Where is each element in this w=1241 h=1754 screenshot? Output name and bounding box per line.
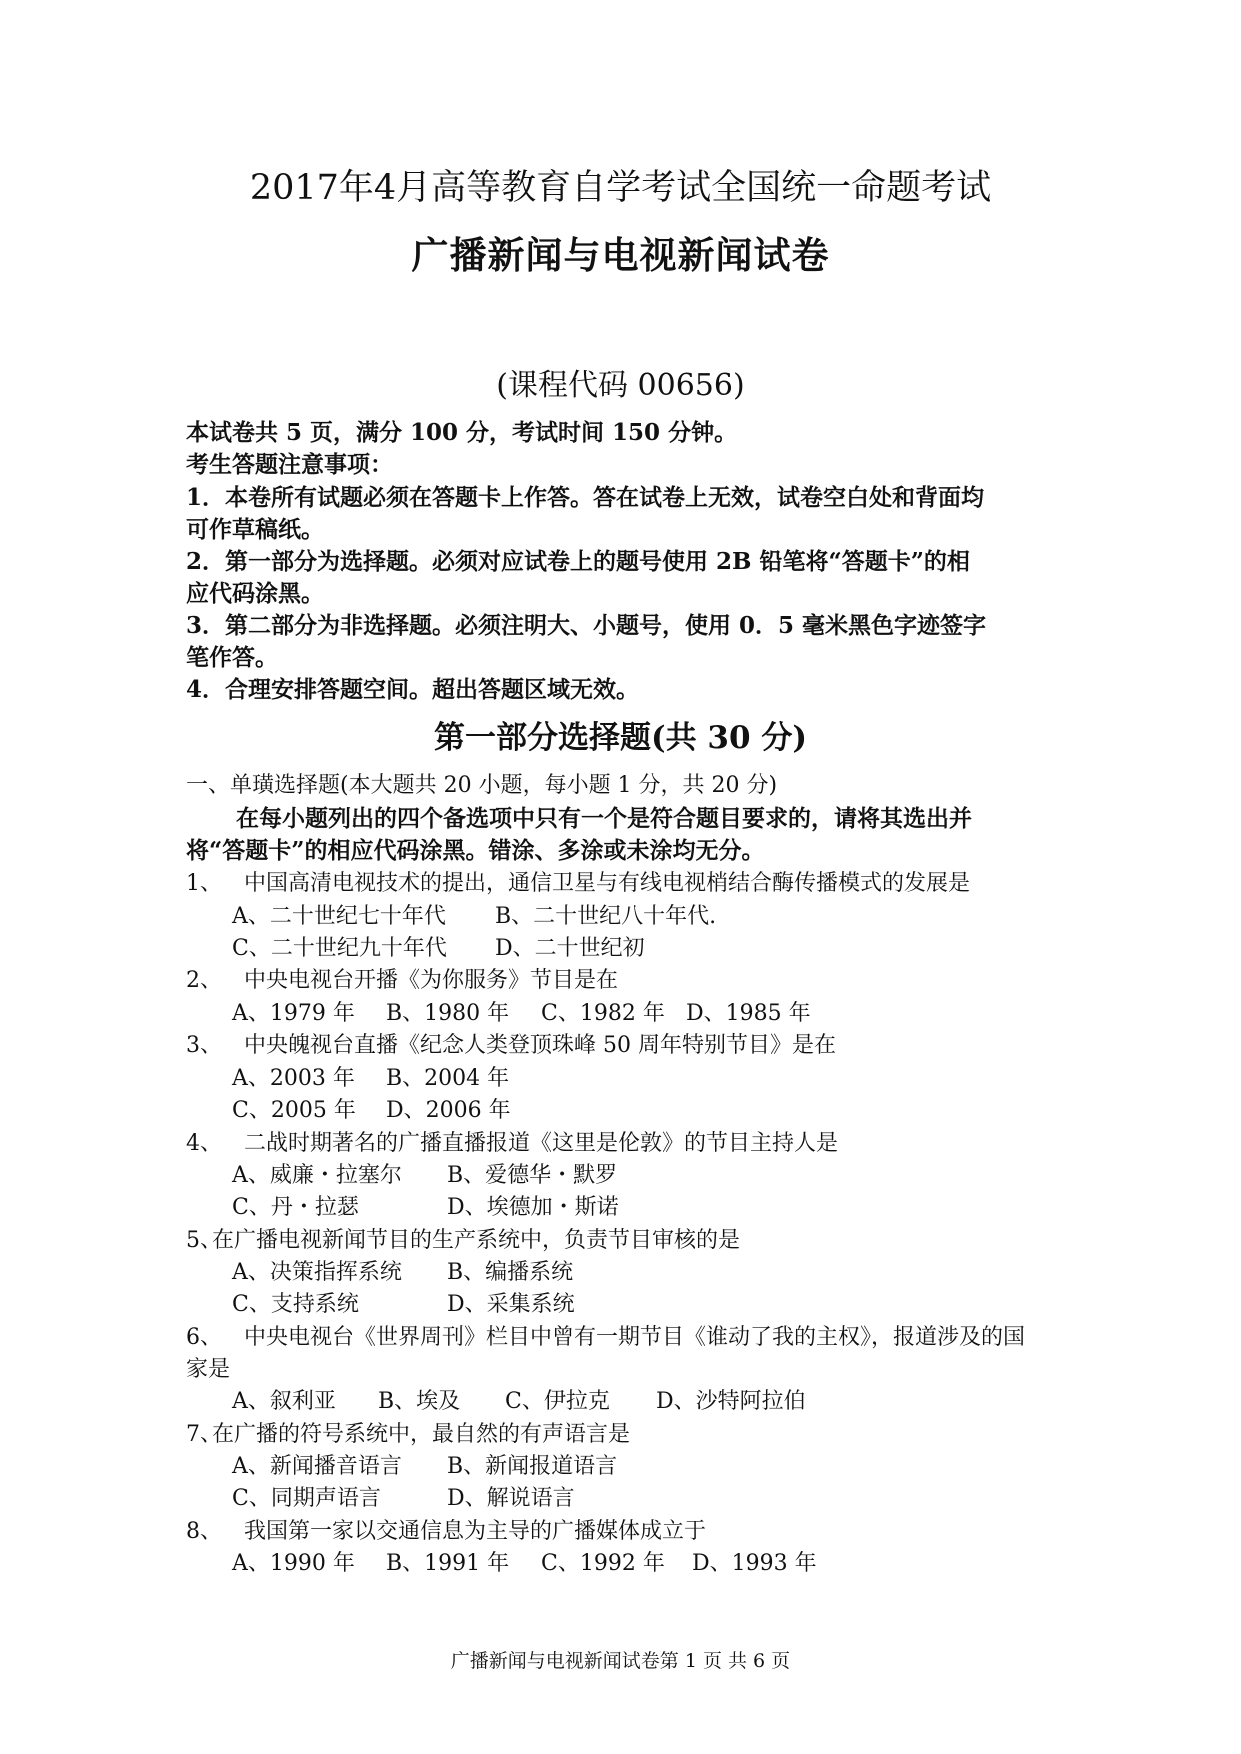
option-a: A、1990 年 (232, 1551, 355, 1576)
question-number: 4、 (186, 1131, 222, 1156)
option-c: C、2005 年 (232, 1098, 356, 1123)
option-b: B、二十世纪八十年代. (495, 904, 717, 929)
option-c: C、支持系统 (232, 1292, 359, 1317)
question-number: 5、 (186, 1228, 222, 1253)
option-d: D、采集系统 (447, 1292, 575, 1317)
option-b: B、编播系统 (447, 1260, 574, 1285)
question-text: 中央电视台开播《为你服务》节目是在 (244, 968, 619, 993)
option-d: D、埃德加・斯诺 (447, 1195, 619, 1220)
option-d: D、解说语言 (447, 1486, 575, 1511)
question-text: 在广播电视新闻节目的生产系统中，负责节目审核的是 (212, 1228, 741, 1253)
question-number: 3、 (186, 1033, 222, 1058)
question-text-continued: 家是 (186, 1357, 231, 1382)
exam-title: 2017年4月高等教育自学考试全国统一命题考试 (249, 168, 992, 208)
question-text: 中央魄视台直播《纪念人类登顶珠峰 50 周年特别节目》是在 (244, 1033, 836, 1058)
part1-title: 第一部分选择题(共 30 分) (433, 720, 808, 756)
option-b: B、1991 年 (386, 1551, 510, 1576)
section-heading: 一、单璜选择题(本大题共 20 小题，每小题 1 分，共 20 分) (186, 773, 778, 798)
option-c: C、同期声语言 (232, 1486, 381, 1511)
question-number: 2、 (186, 968, 222, 993)
section-instruction-line1: 在每小题列出的四个备选项中只有一个是符合题目要求的，请将其选出并 (236, 805, 972, 832)
option-c: C、伊拉克 (505, 1389, 610, 1414)
option-a: A、新闻播音语言 (232, 1454, 402, 1479)
notice-item-3-line1: 3．第二部分为非选择题。必须注明大、小题号，使用 0．5 毫米黑色字迹签字 (186, 612, 987, 639)
option-b: B、新闻报道语言 (447, 1454, 618, 1479)
notice-item-3-line2: 笔作答。 (186, 644, 278, 671)
option-c: C、丹・拉瑟 (232, 1195, 359, 1220)
subject-title: 广播新闻与电视新闻试卷 (411, 233, 830, 277)
option-b: B、2004 年 (386, 1066, 510, 1091)
question-number: 7、 (186, 1422, 222, 1447)
option-b: B、埃及 (378, 1389, 461, 1414)
notice-heading: 考生答题注意事项： (186, 451, 393, 478)
notice-item-1-line1: 1．本卷所有试题必须在答题卡上作答。答在试卷上无效，试卷空白处和背面均 (186, 484, 985, 511)
option-b: B、1980 年 (386, 1001, 510, 1026)
option-d: D、2006 年 (386, 1098, 511, 1123)
option-b: B、爱德华・默罗 (447, 1163, 618, 1188)
notice-item-2-line1: 2．第一部分为选择题。必须对应试卷上的题号使用 2B 铅笔将“答题卡”的相 (186, 548, 970, 575)
question-text: 我国第一家以交通信息为主导的广播媒体成立于 (244, 1519, 707, 1544)
option-d: D、1985 年 (686, 1001, 811, 1026)
option-d: D、二十世纪初 (495, 936, 645, 961)
question-text: 中国高清电视技术的提出，通信卫星与有线电视梢结合酶传播模式的发展是 (244, 871, 971, 896)
question-text: 在广播的符号系统中，最自然的有声语言是 (212, 1422, 631, 1447)
option-a: A、叙利亚 (232, 1389, 336, 1414)
notice-item-1-line2: 可作草稿纸。 (186, 516, 324, 543)
option-c: C、二十世纪九十年代 (232, 936, 447, 961)
exam-summary: 本试卷共 5 页，满分 100 分，考试时间 150 分钟。 (186, 419, 738, 446)
notice-item-4: 4．合理安排答题空间。超出答题区域无效。 (186, 676, 640, 703)
notice-item-2-line2: 应代码涂黑。 (186, 580, 324, 607)
question-number: 6、 (186, 1325, 222, 1350)
question-text: 中央电视台《世界周刊》栏目中曾有一期节目《谁动了我的主权》，报道涉及的国 (244, 1325, 1026, 1350)
question-number: 8、 (186, 1519, 222, 1544)
option-d: D、1993 年 (692, 1551, 817, 1576)
option-c: C、1982 年 (541, 1001, 665, 1026)
section-instruction-line2: 将“答题卡”的相应代码涂黑。错涂、多涂或未涂均无分。 (186, 837, 765, 864)
option-a: A、威廉・拉塞尔 (232, 1163, 402, 1188)
question-text: 二战时期著名的广播直播报道《这里是伦敦》的节目主持人是 (244, 1131, 839, 1156)
option-a: A、1979 年 (232, 1001, 355, 1026)
option-a: A、2003 年 (232, 1066, 355, 1091)
page-footer: 广播新闻与电视新闻试卷第 1 页 共 6 页 (450, 1650, 791, 1672)
option-c: C、1992 年 (541, 1551, 665, 1576)
option-a: A、决策指挥系统 (232, 1260, 402, 1285)
question-number: 1、 (186, 871, 222, 896)
option-d: D、沙特阿拉伯 (656, 1389, 806, 1414)
course-code: (课程代码 00656) (496, 368, 745, 403)
option-a: A、二十世纪七十年代 (232, 904, 446, 929)
